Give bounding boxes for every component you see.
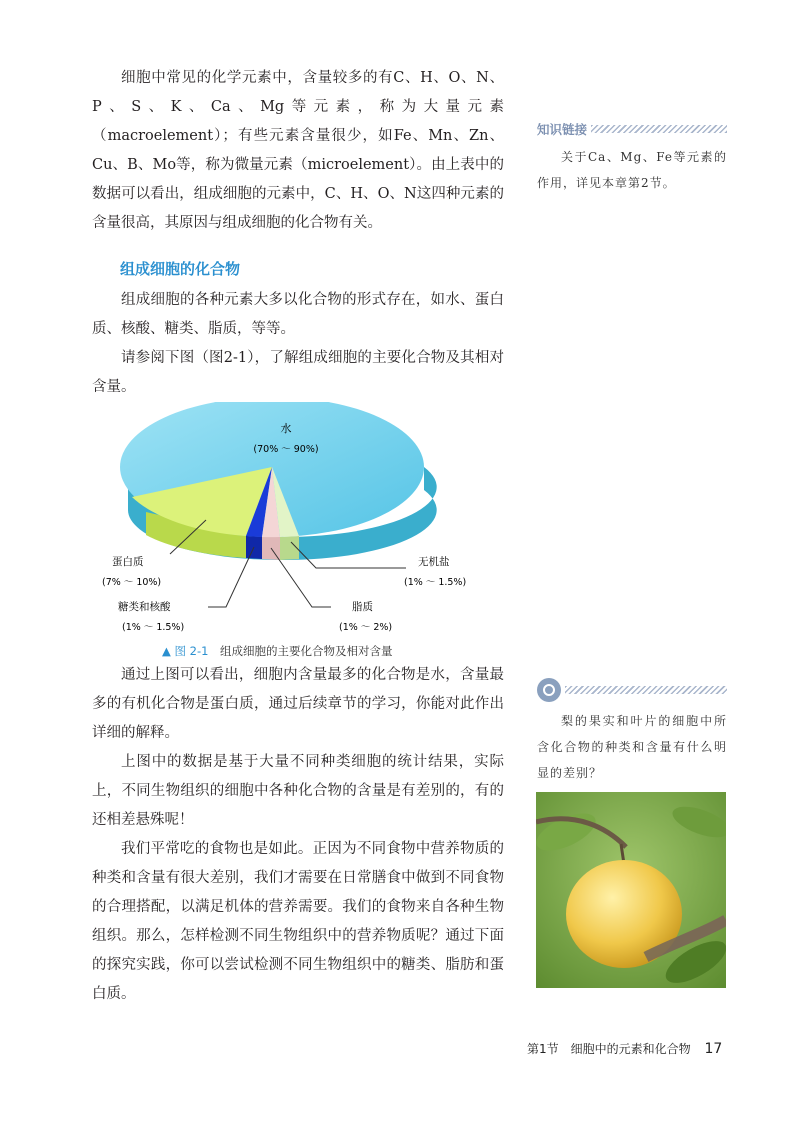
label-sugar: 糖类和核酸 bbox=[118, 601, 171, 613]
knowledge-link-text: 关于Ca、Mg、Fe等元素的作用，详见本章第2节。 bbox=[537, 150, 727, 190]
compounds-paragraphs bbox=[92, 286, 504, 402]
chevron-pattern-icon bbox=[591, 125, 727, 133]
intro-paragraphs bbox=[92, 64, 504, 238]
label-sugar-range: (1% ～ 1.5%) bbox=[122, 622, 185, 633]
pear-photo bbox=[536, 792, 726, 988]
label-water: 水 bbox=[280, 422, 292, 435]
question-icon bbox=[537, 678, 561, 702]
figure-caption-text: 组成细胞的主要化合物及相对含量 bbox=[219, 644, 393, 658]
think-header bbox=[537, 678, 727, 702]
paragraph: 通过上图可以看出，细胞内含量最多的化合物是水，含量最多的有机化合物是蛋白质，通过后续章节的学习，你能对此作出详细的解释。 bbox=[92, 667, 504, 741]
label-protein-range: (7% ～ 10%) bbox=[102, 577, 162, 588]
label-protein: 蛋白质 bbox=[112, 556, 144, 568]
page-number: 17 bbox=[704, 1041, 723, 1057]
section-heading: 组成细胞的化合物 bbox=[120, 260, 241, 278]
compound-pie-chart bbox=[96, 402, 506, 642]
figure-number: 图 2-1 bbox=[174, 644, 209, 658]
label-salt-range: (1% ～ 1.5%) bbox=[404, 577, 467, 588]
after-chart-paragraphs bbox=[92, 661, 504, 1009]
paragraph: 组成细胞的各种元素大多以化合物的形式存在，如水、蛋白质、核酸、糖类、脂质，等等。 bbox=[92, 292, 504, 337]
paragraph: 上图中的数据是基于大量不同种类细胞的统计结果，实际上，不同生物组织的细胞中各种化合物的含量是有差别的，有的还相差悬殊呢！ bbox=[92, 754, 504, 828]
label-lipid-range: (1% ～ 2%) bbox=[339, 622, 393, 633]
knowledge-link-label: 知识链接 bbox=[537, 122, 588, 137]
knowledge-link-header bbox=[537, 120, 727, 138]
triangle-icon: ▲ bbox=[162, 644, 175, 658]
knowledge-link-box bbox=[537, 120, 727, 196]
chevron-pattern-icon bbox=[565, 686, 727, 694]
paragraph: 我们平常吃的食物也是如此。正因为不同食物中营养物质的种类和含量有很大差别，我们才需要在日常膳食中做到不同食物的合理搭配，以满足机体的营养需要。我们的食物来自各种生物组织。那么，怎样检测不同生物组织中的营养物质呢？通过下面的探究实践，你可以尝试检测不同生物组织中的糖类、脂肪和蛋白质。 bbox=[92, 841, 504, 1002]
label-lipid: 脂质 bbox=[352, 601, 373, 613]
think-box bbox=[537, 678, 727, 786]
paragraph: 请参阅下图（图2-1），了解组成细胞的主要化合物及其相对含量。 bbox=[92, 350, 504, 395]
paragraph: 细胞中常见的化学元素中，含量较多的有C、H、O、N、P、S、K、Ca、Mg等元素，称为大量元素（macroelement）；有些元素含量很少，如Fe、Mn、Zn、Cu、B、Mo等，称为微量元素（microelement）。由上表中的数据可以看出，组成细胞的元素中，C、H、O、N这四种元素的含量很高，其原因与组成细胞的化合物有关。 bbox=[92, 70, 504, 231]
label-salt: 无机盐 bbox=[418, 556, 450, 568]
footer-section: 第1节 细胞中的元素和化合物 bbox=[527, 1042, 691, 1056]
page-footer bbox=[527, 1040, 722, 1057]
label-water-range: (70% ～ 90%) bbox=[253, 444, 319, 455]
figure-caption bbox=[162, 643, 392, 659]
think-text: 梨的果实和叶片的细胞中所含化合物的种类和含量有什么明显的差别？ bbox=[537, 714, 727, 780]
